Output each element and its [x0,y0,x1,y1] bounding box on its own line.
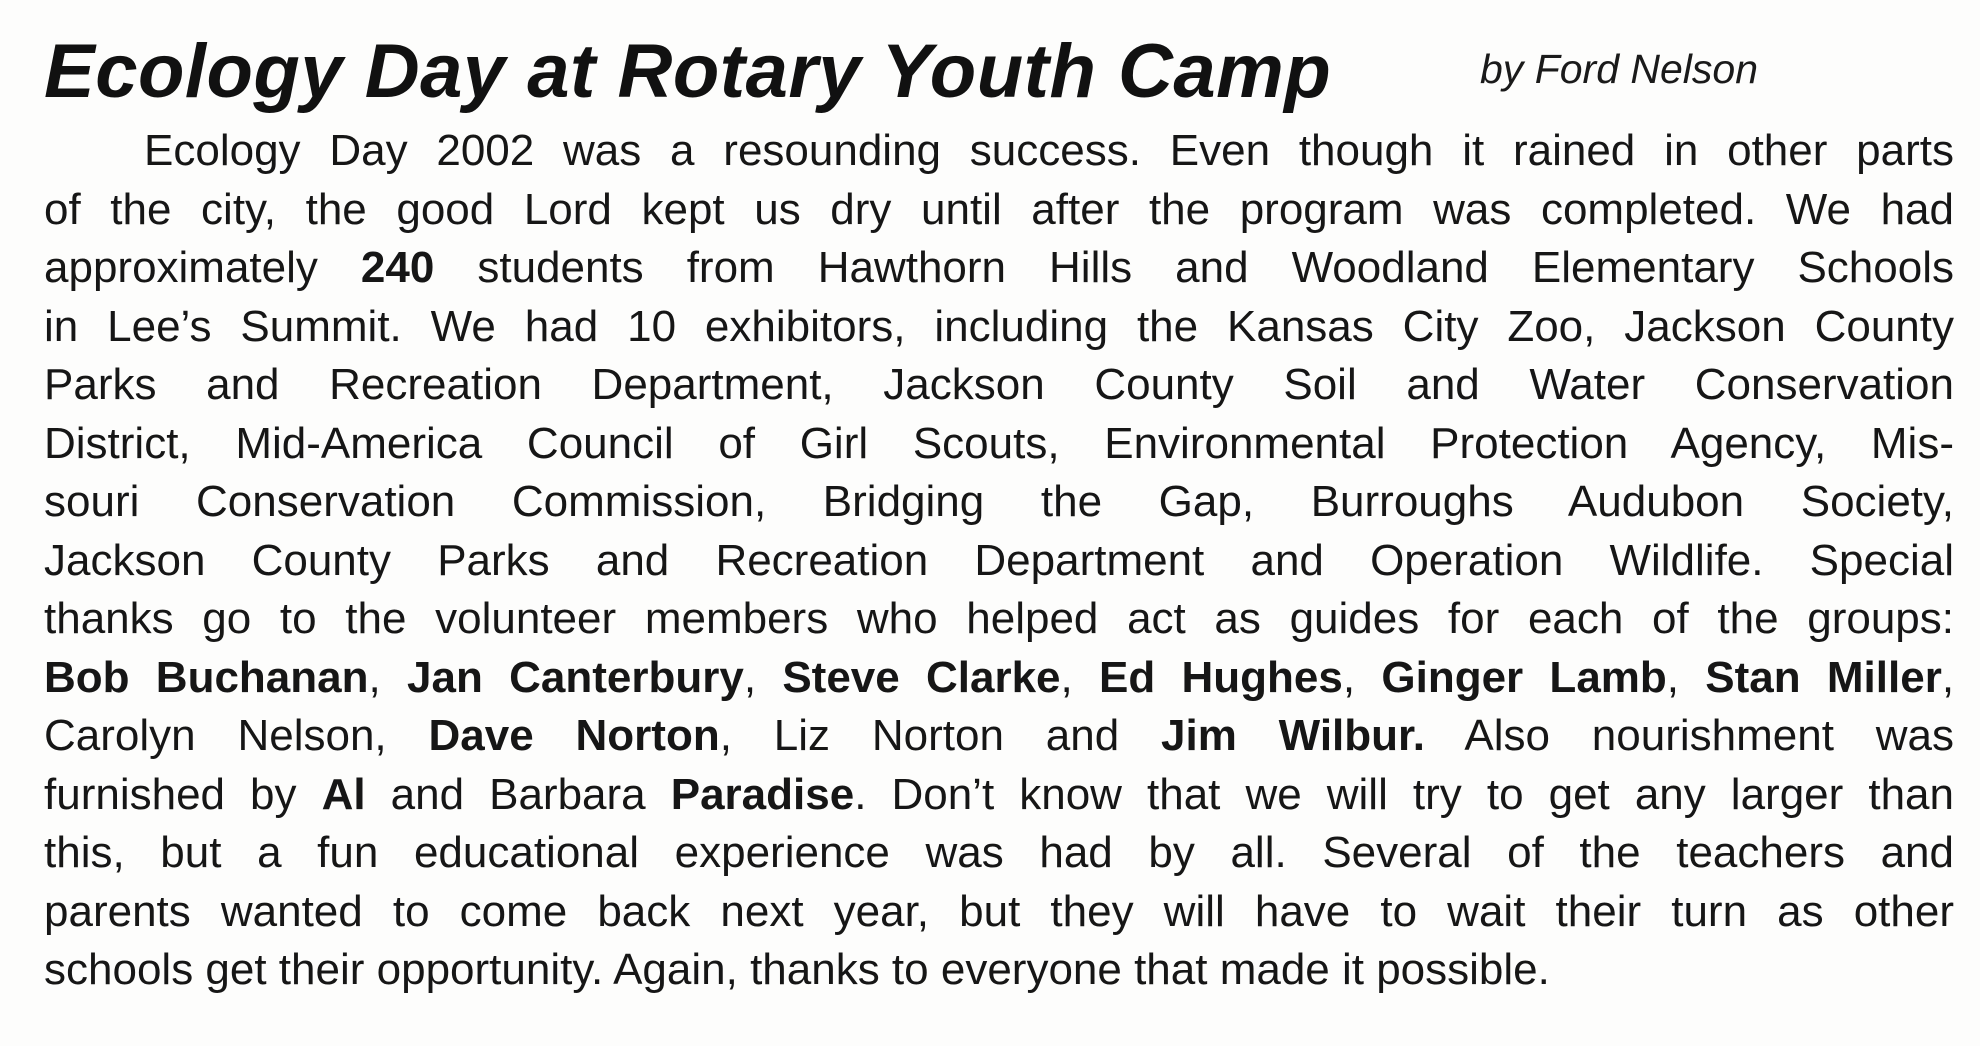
text-run: , [1060,652,1100,702]
text-run: Ecology Day 2002 was a resounding success. Even though it rained in other parts [144,126,1954,175]
text-run: and Barbara [365,769,671,819]
paragraph-line [44,824,1954,883]
paragraph-line [44,473,1954,532]
bold-text: Paradise [670,769,855,819]
paragraph-line [44,415,1954,474]
bold-text: Jim Wilbur. [1161,711,1425,760]
bold-text: 240 [360,243,435,292]
text-run: , [1941,652,1955,702]
text-run: District, Mid-America Council of Girl Scouts, Environmental Protection Agency, Mis- [44,418,1954,468]
paragraph-line [44,532,1954,591]
text-run: in Lee’s Summit. We had 10 exhibitors, including the Kansas City Zoo, Jackson County [44,301,1954,351]
text-run: approximately [44,243,361,292]
paragraph-line [44,239,1954,298]
bold-text: Al [321,769,366,819]
text-run: of the city, the good Lord kept us dry until after the program was completed. We had [44,184,1954,234]
bold-text: Dave Norton [428,711,720,760]
text-run: thanks go to the volunteer members who helped act as guides for each of the groups: [44,594,1954,643]
text-run: this, but a fun educational experience was had by all. Several of the teachers and [44,828,1954,877]
paragraph-line [44,181,1954,240]
text-run: , [1342,652,1382,702]
bold-text: Ginger Lamb [1381,652,1667,702]
paragraph-line [44,766,1954,825]
paragraph-line [44,941,1954,1000]
paragraph-line [44,298,1954,357]
paragraph-line [44,356,1954,415]
paragraph-line [44,590,1954,649]
text-run: , [1666,652,1706,702]
bold-text: Jan Canterbury [407,652,744,702]
text-run: , [743,652,783,702]
text-run: students from Hawthorn Hills and Woodland Elementary Schools [434,243,1954,292]
text-run: . Don’t know that we will try to get any larger than [854,769,1954,819]
text-run: Parks and Recreation Department, Jackson County Soil and Water Conservation [44,360,1954,409]
bold-text: Stan Miller [1705,652,1942,702]
article-body [44,122,1954,1000]
article-header [44,22,1824,122]
article-byline: by Ford Nelson [1480,46,1759,92]
bold-text: Bob Buchanan [44,652,369,702]
text-run: furnished by [44,769,322,819]
bold-text: Steve Clarke [782,652,1061,702]
text-run: Also nourishment was [1424,711,1955,760]
text-run: , Liz Norton and [719,711,1162,760]
paragraph-line [44,883,1954,942]
paragraph-line [44,122,1954,181]
paragraph-line [44,649,1954,708]
bold-text: Ed Hughes [1099,652,1343,702]
text-run: parents wanted to come back next year, but they will have to wait their turn as other [44,886,1954,936]
text-run: schools get their opportunity. Again, thanks to everyone that made it possible. [44,945,1550,994]
text-run: Carolyn Nelson, [44,711,429,760]
article-title: Ecology Day at Rotary Youth Camp [44,29,1332,114]
text-run: souri Conservation Commission, Bridging the Gap, Burroughs Audubon Society, [44,477,1954,526]
text-run: , [368,652,407,702]
paragraph-line [44,707,1954,766]
text-run: Jackson County Parks and Recreation Department and Operation Wildlife. Special [44,535,1954,585]
